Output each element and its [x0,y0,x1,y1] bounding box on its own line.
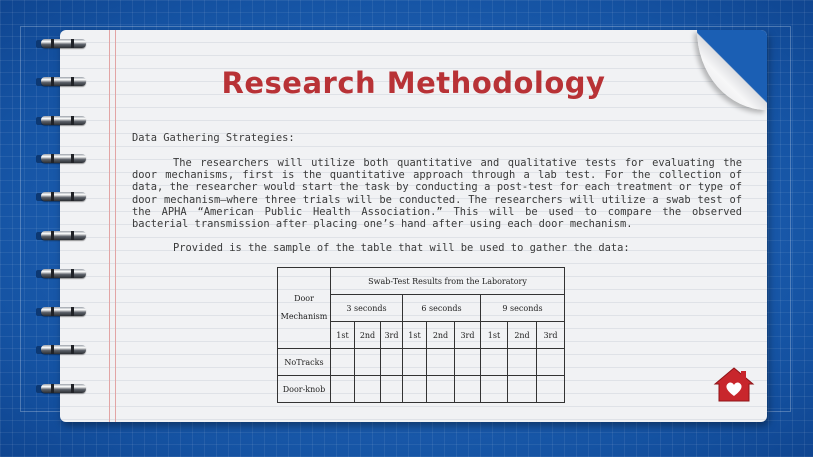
trial-header: 3rd [455,322,481,349]
home-heart-icon[interactable] [713,366,755,402]
table-cell [381,376,403,403]
spiral-ring-icon [36,343,88,357]
trial-header: 1st [331,322,355,349]
spiral-ring-icon [36,229,88,243]
section-subtitle: Data Gathering Strategies: [132,132,295,144]
trial-header: 1st [403,322,427,349]
table-cell [427,349,455,376]
table-cell [355,349,381,376]
group-header: Swab-Test Results from the Laboratory [331,268,565,295]
row-label: NoTracks [278,349,331,376]
table-cell [455,376,481,403]
trial-header: 1st [481,322,508,349]
table-cell [508,376,537,403]
table-cell [427,376,455,403]
table-cell [508,349,537,376]
table-cell [355,376,381,403]
table-cell [381,349,403,376]
table-cell [331,349,355,376]
trial-header: 3rd [381,322,403,349]
row-label: Door-knob [278,376,331,403]
spiral-ring-icon [36,305,88,319]
duration-header: 6 seconds [403,295,481,322]
spiral-ring-icon [36,190,88,204]
spiral-ring-icon [36,152,88,166]
corner-header: Door Mechanism [278,268,331,349]
trial-header: 3rd [537,322,565,349]
spiral-ring-icon [36,382,88,396]
table-cell [481,376,508,403]
data-table [277,267,565,403]
spiral-ring-icon [36,267,88,281]
table-row [278,376,565,403]
table-intro-paragraph: Provided is the sample of the table that will be used to gather the data: [173,242,630,254]
table-cell [537,349,565,376]
table-cell [537,376,565,403]
spiral-ring-icon [36,114,88,128]
table-cell [331,376,355,403]
table-cell [455,349,481,376]
table-cell [403,349,427,376]
table-cell [403,376,427,403]
trial-header: 2nd [427,322,455,349]
trial-header: 2nd [508,322,537,349]
page-title: Research Methodology [221,66,606,100]
duration-header: 3 seconds [331,295,403,322]
methodology-paragraph: The researchers will utilize both quantitative and qualitative tests for evaluating the door mechanisms, first is the quantitative approach through a lab test. For the collection of data, the researcher would start the task by conducting a post-test for each treatment or type of door mechanism—where three trials will be conducted. The researchers will utilize a swab test of the APHA “American Public Health Association.” This will be used to compare the observed bacterial transmission after placing one’s hand after using each door mechanism. [132,157,742,231]
spiral-ring-icon [36,37,88,51]
trial-header: 2nd [355,322,381,349]
table-cell [481,349,508,376]
duration-header: 9 seconds [481,295,565,322]
table-row [278,349,565,376]
